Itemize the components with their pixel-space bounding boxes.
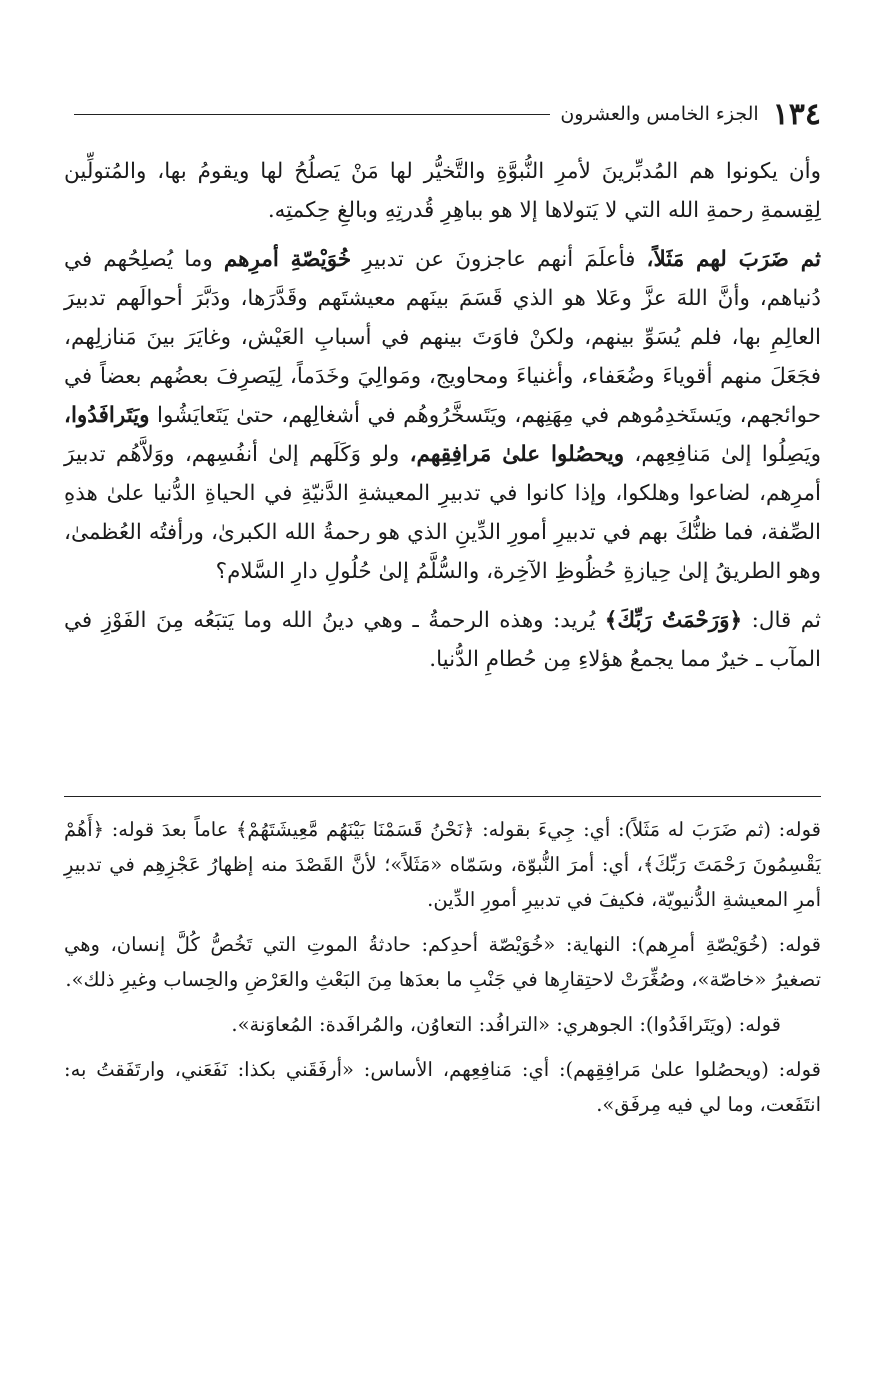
- paragraph-3: [64, 601, 821, 679]
- note-2: قوله: (خُوَيْصّةِ أمرِهم): النهاية: «خُوَيْصّة أحدِكم: حادثةُ الموتِ التي تَخُصُّ كُلَّ إنسان، وهي تصغيرُ «خاصّة»، وصُغِّرَتْ لاحتِقارِها في جَنْبِ ما بعدَها مِنَ البَعْثِ والعَرْضِ والحِساب وغيرِ ذلك».: [64, 933, 821, 991]
- quran-quote: ﴿وَرَحْمَتُ رَبِّكَ﴾: [604, 608, 743, 633]
- note-3: قوله: (ويَتَرافَدُوا): الجوهري: «الترافُد: التعاوُن، والمُرافَدة: المُعاوَنة».: [231, 1013, 781, 1036]
- paragraph-1-text: وأن يكونوا هم المُدبِّرينَ لأمرِ النُّبوَّةِ والتَّخيُّر لها مَنْ يَصلُحُ لها ويقومُ بها، والمُتولِّين لِقِسمةِ رحمةِ الله التي لا يَتولاها إلا هو بباهِرِ قُدرتِهِ وبالغِ حِكمتِه.: [64, 159, 821, 223]
- text-run: وما يُصلِحُهم في دُنياهم، وأنَّ اللهَ عزَّ وعَلا هو الذي قَسَمَ بينَهم معيشتَهم وقَدَّرَها، ودَبَّرَ أحوالَهم تدبيرَ العالِمِ بها، فلم يُسَوِّ بينهم، ولكنْ فاوَتَ بينهم في أسبابِ العَيْش، وغايَرَ بينَ مَنازلِهم، فجَعَلَ منهم أقوياءَ وضُعَفاء، وأغنياءَ ومحاويج، ومَوالِيَ وخَدَماً، لِيَصرِفَ بعضُهم بعضاً في حوائجهم، ويَستَخدِمُوهم في مِهَنِهم، ويَتَسخَّرُوهُم في أشغالِهم، حتىٰ يَتَعايَشُوا: [64, 247, 821, 428]
- main-text: [64, 152, 821, 689]
- bold-phrase: ثم ضَرَبَ لهم مَثَلاً،: [646, 247, 821, 272]
- bold-phrase: ويَتَرافَدُوا،: [64, 403, 150, 428]
- text-run: ثم قال:: [742, 608, 822, 633]
- footnote-rule: [64, 796, 821, 797]
- bold-phrase: خُوَيْصّةِ أمرِهم: [223, 247, 352, 272]
- footnotes: [64, 812, 821, 1132]
- page-number: ١٣٤: [772, 96, 821, 132]
- header-rule: [74, 114, 550, 115]
- paragraph-2: [64, 240, 821, 591]
- text-run: ولو وَكَلَهم إلىٰ أنفُسِهم، ووَلاَّهُم تدبيرَ أمرِهم، لضاعوا وهلكوا، وإذا كانوا في تدبيرِ المعيشةِ الدَّنيّةِ في الحياةِ الدُّنيا علىٰ هذهِ الصِّفة، فما ظنُّكَ بهم في تدبيرِ أمورِ الدِّينِ الذي هو رحمةُ الله الكبرىٰ، ورأفتُه العُظمىٰ، وهو الطريقُ إلىٰ حِيازةِ حُظُوظِ الآخِرة، والسُّلَّمُ إلىٰ حُلُولِ دارِ السَّلام؟: [64, 442, 821, 584]
- page-header: [64, 92, 821, 136]
- text-run: فأعلَمَ أنهم عاجزونَ عن تدبيرِ: [351, 247, 647, 272]
- text-run: يُريد: وهذه الرحمةُ ـ وهي دينُ الله وما يَتبَعُه مِنَ الفَوْزِ في المآب ـ خيرٌ مما يجمعُ هؤلاءِ مِن حُطامِ الدُّنيا.: [64, 608, 821, 672]
- bold-phrase: ويحصُلوا علىٰ مَرافِقِهم،: [409, 442, 625, 467]
- paragraph-1: [64, 152, 821, 230]
- note-1: قوله: (ثم ضَرَبَ له مَثَلاً): أي: جِيءَ بقوله: ﴿نَحْنُ قَسَمْنَا بَيْنَهُم مَّعِيشَتَهُمْ﴾ عاماً بعدَ قوله: ﴿أَهُمْ يَقْسِمُونَ رَحْمَتَ رَبِّكَ﴾، أي: أمرَ النُّبوّة، وسَمّاه «مَثَلاً»؛ لأنَّ القَصْدَ منه إظهارُ عَجْزِهِم في تدبيرِ أمرِ المعيشةِ الدُّنيويّة، فكيفَ في تدبيرِ أمورِ الدِّين.: [64, 818, 821, 911]
- text-run: ويَصِلُوا إلىٰ مَنافِعِهم،: [624, 442, 821, 467]
- note-4: قوله: (ويحصُلوا علىٰ مَرافِقِهم): أي: مَنافِعِهم، الأساس: «أرفَقَني بكذا: نَفَعَني، وارتَفَقتُ به: انتَفَعت، وما لي فيه مِرفَق».: [64, 1058, 821, 1116]
- running-head: الجزء الخامس والعشرون: [560, 103, 759, 125]
